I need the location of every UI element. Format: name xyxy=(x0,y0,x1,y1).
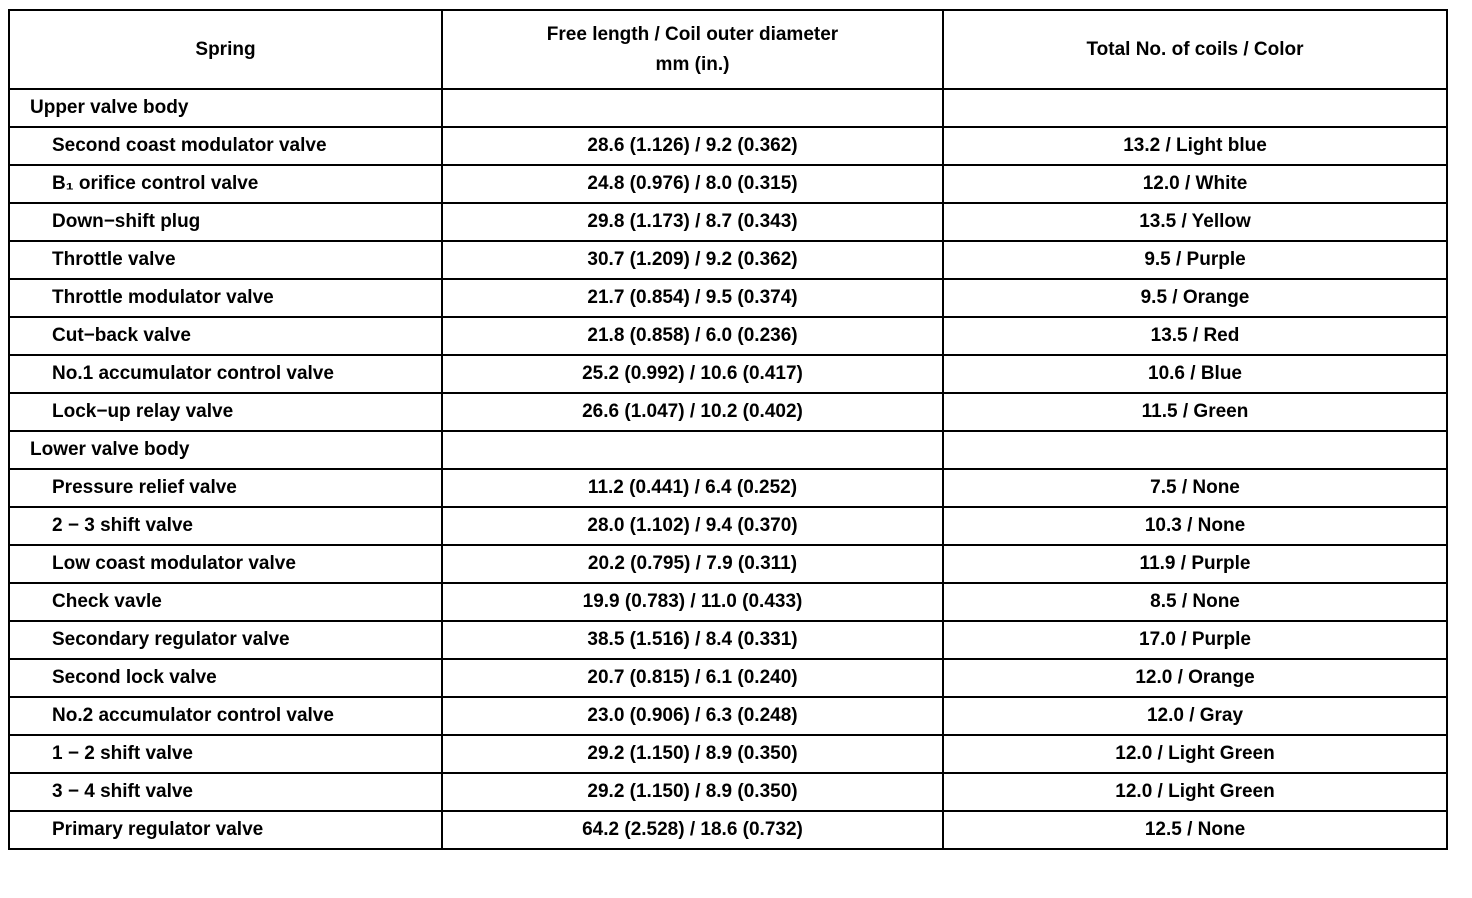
free-length-diameter-cell: 11.2 (0.441) / 6.4 (0.252) xyxy=(442,469,943,507)
table-row xyxy=(9,127,1447,165)
table-body xyxy=(9,89,1447,849)
coils-color-cell: 10.6 / Blue xyxy=(943,355,1447,393)
free-length-diameter-cell: 25.2 (0.992) / 10.6 (0.417) xyxy=(442,355,943,393)
coils-color-cell: 9.5 / Purple xyxy=(943,241,1447,279)
table-row xyxy=(9,355,1447,393)
coils-color-cell: 12.0 / White xyxy=(943,165,1447,203)
spring-spec-table xyxy=(8,9,1448,850)
section-label: Lower valve body xyxy=(9,431,442,469)
spring-name-cell: Lock−up relay valve xyxy=(9,393,442,431)
spring-name-cell: Down−shift plug xyxy=(9,203,442,241)
coils-color-cell: 13.5 / Yellow xyxy=(943,203,1447,241)
header-coils-color: Total No. of coils / Color xyxy=(943,10,1447,89)
free-length-diameter-cell: 23.0 (0.906) / 6.3 (0.248) xyxy=(442,697,943,735)
table-row xyxy=(9,241,1447,279)
table-row xyxy=(9,545,1447,583)
table-row xyxy=(9,697,1447,735)
free-length-diameter-cell: 26.6 (1.047) / 10.2 (0.402) xyxy=(442,393,943,431)
table-row xyxy=(9,469,1447,507)
spring-name-cell: Cut−back valve xyxy=(9,317,442,355)
coils-color-cell: 11.9 / Purple xyxy=(943,545,1447,583)
coils-color-cell: 12.5 / None xyxy=(943,811,1447,849)
header-row xyxy=(9,10,1447,89)
spring-name-cell: Check vavle xyxy=(9,583,442,621)
section-label: Upper valve body xyxy=(9,89,442,127)
free-length-diameter-cell xyxy=(442,89,943,127)
free-length-diameter-cell xyxy=(442,431,943,469)
coils-color-cell: 12.0 / Light Green xyxy=(943,773,1447,811)
table-row xyxy=(9,735,1447,773)
spring-name-cell: Second coast modulator valve xyxy=(9,127,442,165)
coils-color-cell: 17.0 / Purple xyxy=(943,621,1447,659)
coils-color-cell xyxy=(943,89,1447,127)
table-row xyxy=(9,165,1447,203)
coils-color-cell: 9.5 / Orange xyxy=(943,279,1447,317)
table-row xyxy=(9,773,1447,811)
free-length-diameter-cell: 29.2 (1.150) / 8.9 (0.350) xyxy=(442,773,943,811)
spring-name-cell: Secondary regulator valve xyxy=(9,621,442,659)
table-header xyxy=(9,10,1447,89)
coils-color-cell: 10.3 / None xyxy=(943,507,1447,545)
coils-color-cell: 12.0 / Light Green xyxy=(943,735,1447,773)
free-length-diameter-cell: 28.6 (1.126) / 9.2 (0.362) xyxy=(442,127,943,165)
free-length-diameter-cell: 64.2 (2.528) / 18.6 (0.732) xyxy=(442,811,943,849)
free-length-diameter-cell: 30.7 (1.209) / 9.2 (0.362) xyxy=(442,241,943,279)
header-free-length-title: Free length / Coil outer diameter xyxy=(546,23,839,45)
spring-name-cell: Second lock valve xyxy=(9,659,442,697)
section-row xyxy=(9,89,1447,127)
header-free-length-unit: mm (in.) xyxy=(655,53,730,75)
header-spring: Spring xyxy=(9,10,442,89)
spring-name-cell: 3 − 4 shift valve xyxy=(9,773,442,811)
free-length-diameter-cell: 29.8 (1.173) / 8.7 (0.343) xyxy=(442,203,943,241)
spring-name-cell: No.1 accumulator control valve xyxy=(9,355,442,393)
spring-name-cell: 1 − 2 shift valve xyxy=(9,735,442,773)
coils-color-cell: 12.0 / Orange xyxy=(943,659,1447,697)
free-length-diameter-cell: 20.7 (0.815) / 6.1 (0.240) xyxy=(442,659,943,697)
free-length-diameter-cell: 21.7 (0.854) / 9.5 (0.374) xyxy=(442,279,943,317)
table-row xyxy=(9,659,1447,697)
free-length-diameter-cell: 19.9 (0.783) / 11.0 (0.433) xyxy=(442,583,943,621)
coils-color-cell xyxy=(943,431,1447,469)
free-length-diameter-cell: 38.5 (1.516) / 8.4 (0.331) xyxy=(442,621,943,659)
spring-name-cell: 2 − 3 shift valve xyxy=(9,507,442,545)
spring-name-cell: Low coast modulator valve xyxy=(9,545,442,583)
table-row xyxy=(9,317,1447,355)
free-length-diameter-cell: 20.2 (0.795) / 7.9 (0.311) xyxy=(442,545,943,583)
spring-name-cell: No.2 accumulator control valve xyxy=(9,697,442,735)
table-row xyxy=(9,507,1447,545)
spring-name-cell: Throttle modulator valve xyxy=(9,279,442,317)
coils-color-cell: 12.0 / Gray xyxy=(943,697,1447,735)
table-row xyxy=(9,811,1447,849)
free-length-diameter-cell: 24.8 (0.976) / 8.0 (0.315) xyxy=(442,165,943,203)
coils-color-cell: 11.5 / Green xyxy=(943,393,1447,431)
spring-name-cell: B₁ orifice control valve xyxy=(9,165,442,203)
coils-color-cell: 8.5 / None xyxy=(943,583,1447,621)
free-length-diameter-cell: 21.8 (0.858) / 6.0 (0.236) xyxy=(442,317,943,355)
header-free-length xyxy=(442,10,943,89)
table-row xyxy=(9,583,1447,621)
coils-color-cell: 13.5 / Red xyxy=(943,317,1447,355)
spring-name-cell: Throttle valve xyxy=(9,241,442,279)
free-length-diameter-cell: 28.0 (1.102) / 9.4 (0.370) xyxy=(442,507,943,545)
coils-color-cell: 13.2 / Light blue xyxy=(943,127,1447,165)
table-row xyxy=(9,393,1447,431)
table-row xyxy=(9,621,1447,659)
table-row xyxy=(9,203,1447,241)
coils-color-cell: 7.5 / None xyxy=(943,469,1447,507)
table-row xyxy=(9,279,1447,317)
section-row xyxy=(9,431,1447,469)
spring-name-cell: Pressure relief valve xyxy=(9,469,442,507)
free-length-diameter-cell: 29.2 (1.150) / 8.9 (0.350) xyxy=(442,735,943,773)
spring-name-cell: Primary regulator valve xyxy=(9,811,442,849)
